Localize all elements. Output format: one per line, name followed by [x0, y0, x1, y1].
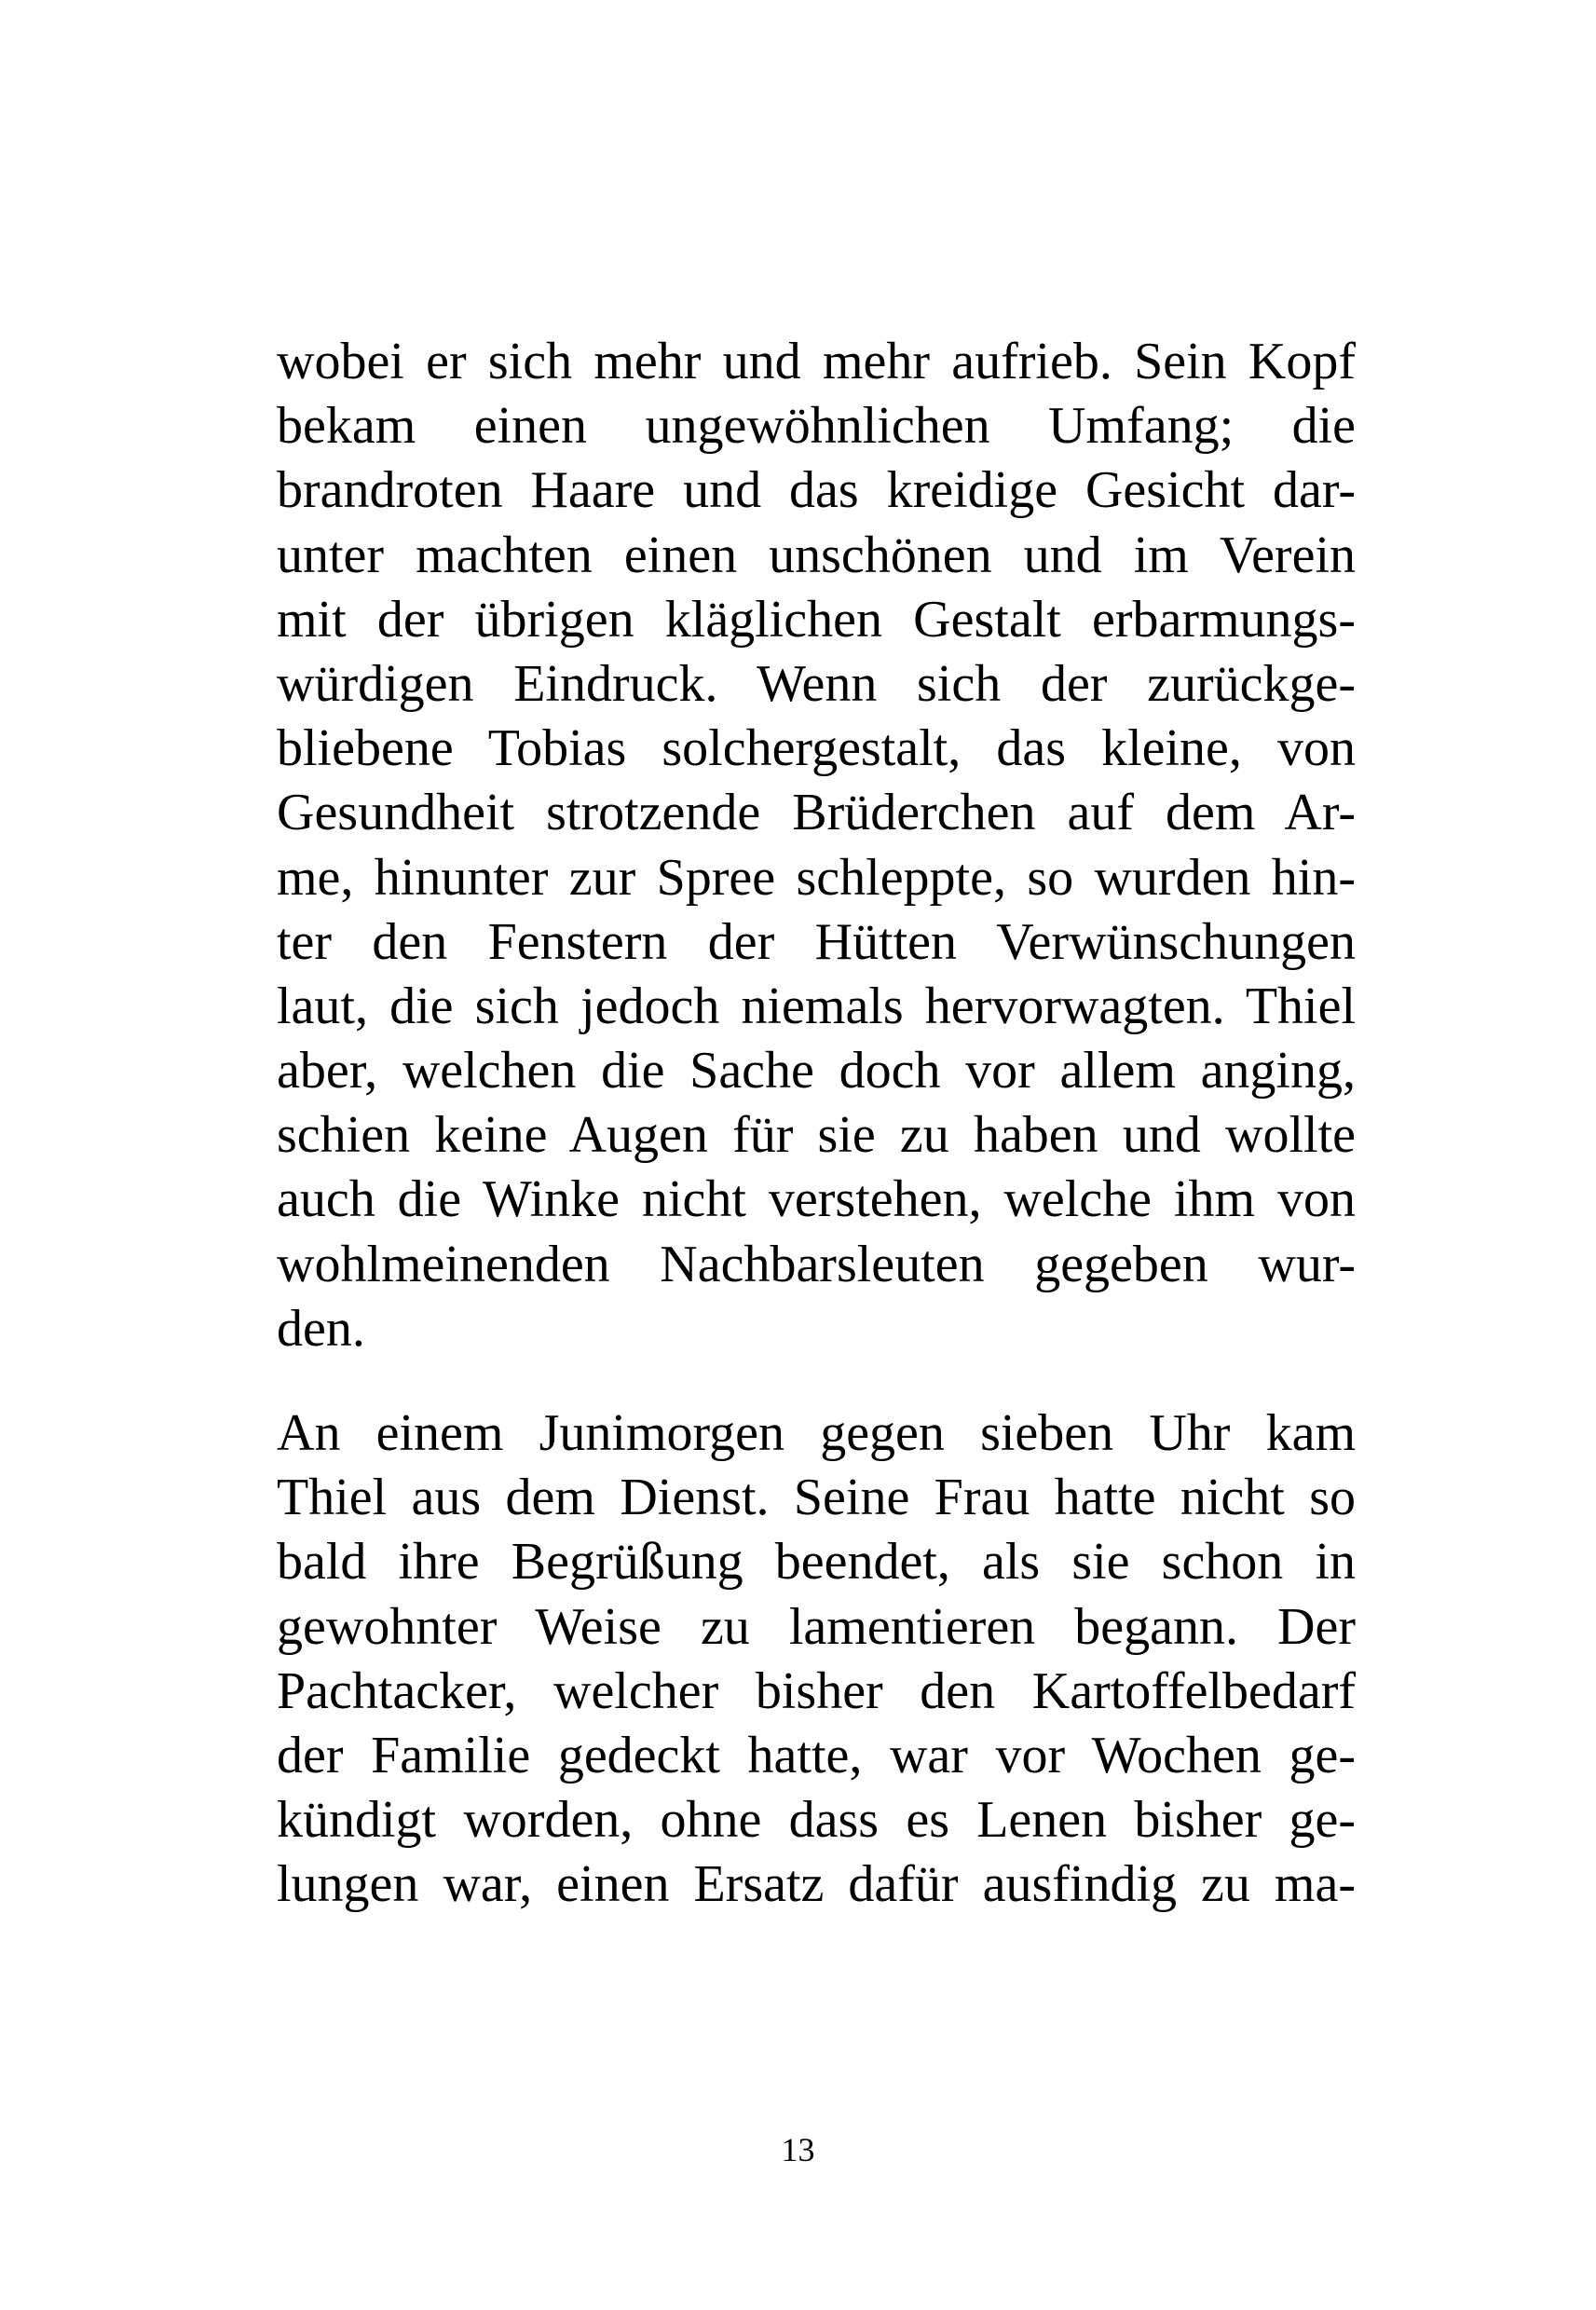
- text-line: ter den Fenstern der Hütten Verwünschungen: [277, 912, 1356, 971]
- text-line: bald ihre Begrüßung beendet, als sie schon in: [277, 1533, 1356, 1592]
- text-line: der Familie gedeckt hatte, war vor Wochen ge-: [277, 1726, 1356, 1784]
- text-line: mit der übrigen kläglichen Gestalt erbarmungs-: [277, 590, 1356, 649]
- text-line: me, hinunter zur Spree schleppte, so wurden hin-: [277, 848, 1356, 907]
- text-line: schien keine Augen für sie zu haben und wollte: [277, 1106, 1356, 1165]
- text-line: kündigt worden, ohne dass es Lenen bisher ge-: [277, 1791, 1356, 1850]
- text-line: bekam einen ungewöhnlichen Umfang; die: [277, 397, 1356, 456]
- text-line: auch die Winke nicht verstehen, welche ihm von: [277, 1170, 1356, 1229]
- text-line: laut, die sich jedoch niemals hervorwagten. Thiel: [277, 977, 1356, 1035]
- text-line: gewohnter Weise zu lamentieren begann. Der: [277, 1597, 1356, 1656]
- text-line: lungen war, einen Ersatz dafür ausfindig zu ma-: [277, 1855, 1356, 1914]
- text-line: An einem Junimorgen gegen sieben Uhr kam: [277, 1404, 1356, 1462]
- text-line: Gesundheit strotzende Brüderchen auf dem Ar-: [277, 784, 1356, 842]
- page-number: 13: [781, 2131, 815, 2168]
- text-line: würdigen Eindruck. Wenn sich der zurückge-: [277, 654, 1356, 713]
- text-line: aber, welchen die Sache doch vor allem anging,: [277, 1042, 1356, 1100]
- text-line: Pachtacker, welcher bisher den Kartoffelbedarf: [277, 1661, 1356, 1720]
- text-line: brandroten Haare und das kreidige Gesicht dar-: [277, 461, 1356, 520]
- paragraph-1: [277, 330, 1356, 1361]
- text-line: wohlmeinenden Nachbarsleuten gegeben wur-: [277, 1235, 1356, 1293]
- text-line: den.: [277, 1299, 365, 1358]
- text-line: Thiel aus dem Dienst. Seine Frau hatte nicht so: [277, 1469, 1356, 1527]
- text-line: bliebene Tobias solchergestalt, das kleine, von: [277, 719, 1356, 778]
- paragraph-2: [277, 1401, 1356, 1918]
- text-line: unter machten einen unschönen und im Verein: [277, 526, 1356, 584]
- text-line: wobei er sich mehr und mehr aufrieb. Sein Kopf: [277, 333, 1356, 390]
